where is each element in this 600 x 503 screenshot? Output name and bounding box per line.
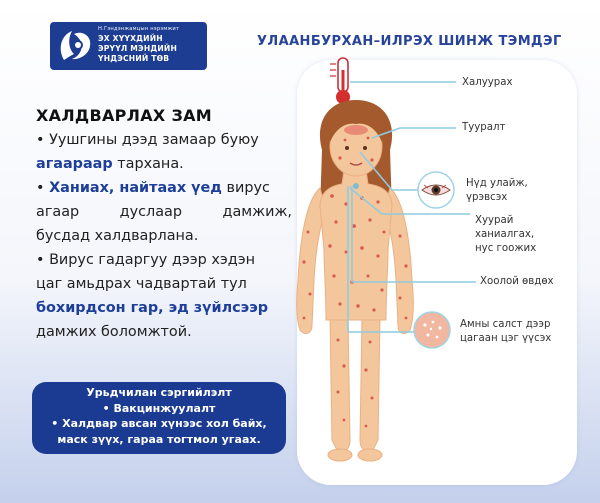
p3-line-1: • Вирус гадаргуу дээр хэдэн	[36, 252, 256, 268]
mouth-spots-icon	[414, 312, 450, 348]
page-title: УЛААНБУРХАН–ИЛРЭХ ШИНЖ ТЭМДЭГ	[257, 34, 562, 49]
p3-line-4: дамжих боломжтой.	[36, 324, 192, 340]
symptom-mouth-line-2: цагаан цэг үүсэх	[460, 333, 552, 344]
p1-highlight: агаараар	[36, 156, 113, 172]
p2-word-1: агаар	[36, 204, 80, 220]
p2-word-2: дуслаар	[119, 204, 183, 220]
symptom-cough-line-2: ханиалгах,	[475, 229, 535, 240]
p2-highlight: Ханиах, найтаах үед	[49, 180, 222, 196]
prevention-item-2b: маск зүүх, гараа тогтмол угаах.	[57, 432, 261, 446]
p2-word-3: дамжиж,	[222, 204, 292, 220]
prevention-item-2a: • Халдвар авсан хүнээс хол байх,	[51, 417, 267, 430]
p2-bullet: •	[36, 180, 50, 196]
symptom-fever: Халуурах	[462, 77, 513, 88]
p1-tail: тархана.	[112, 156, 184, 172]
p2-tail: вирус	[221, 180, 270, 196]
eye-icon	[418, 172, 454, 208]
symptom-rash: Тууралт	[462, 122, 506, 133]
logo-line-3: ҮНДЭСНИЙ ТӨВ	[98, 54, 170, 63]
prevention-title: Урьдчилан сэргийлэлт	[86, 386, 232, 399]
p3-line-2: цаг амьдрах чадвартай тул	[36, 276, 247, 292]
p2-line-3: бусдад халдварлана.	[36, 228, 199, 244]
symptom-cough	[475, 214, 536, 256]
symptom-eye-line-1: Нүд улайж,	[466, 178, 528, 189]
logo-line-1: ЭХ ХҮҮХДИЙН	[98, 34, 163, 43]
transmission-title: ХАЛДВАРЛАХ ЗАМ	[36, 106, 213, 125]
symptom-eye-line-2: үрэвсэх	[466, 192, 508, 203]
prevention-item-1: • Вакцинжуулалт	[102, 401, 216, 415]
thermometer-icon	[330, 58, 350, 104]
symptom-mouth	[460, 318, 551, 346]
symptom-eye	[466, 177, 528, 205]
symptom-cough-line-1: Хуурай	[475, 215, 514, 226]
p3-highlight: бохирдсон гар, эд зүйлсээр	[36, 300, 269, 316]
logo-line-2: ЭРҮҮЛ МЭНДИЙН	[98, 44, 178, 53]
symptom-cough-line-3: нус гоожих	[475, 243, 537, 254]
logo-subtitle: Н.Гэндэнжамцын нэрэмжит	[98, 26, 180, 32]
symptom-throat: Хоолой өвдөх	[480, 276, 554, 287]
p1-line-1: • Уушгины дээд замаар буюу	[36, 132, 259, 148]
symptom-mouth-line-1: Амны салст дээр	[460, 319, 551, 330]
